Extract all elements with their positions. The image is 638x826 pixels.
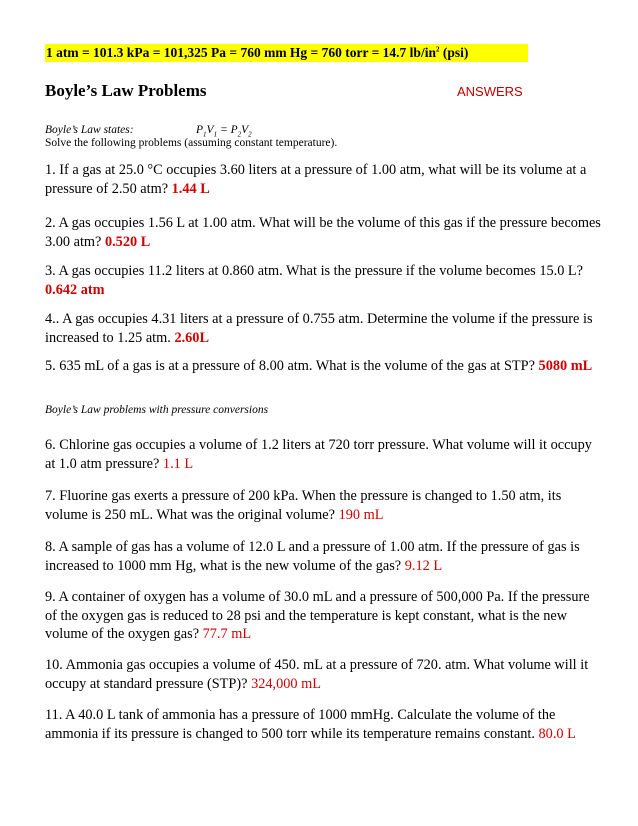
law-statement <box>45 124 252 139</box>
question-1 <box>45 161 605 198</box>
instructions: Solve the following problems (assuming constant temperature). <box>45 137 338 149</box>
question-text: 2. A gas occupies 1.56 L at 1.00 atm. What will be the volume of this gas if the pressure becomes 3.00 atm? <box>45 215 601 250</box>
eq-v1: V <box>206 124 214 136</box>
answer: 1.1 L <box>162 455 194 472</box>
question-text: 4.. A gas occupies 4.31 liters at a pressure of 0.755 atm. Determine the volume if the pressure is increased to 1.25 atm. <box>45 311 593 346</box>
eq-sub-2: 1 <box>213 130 218 139</box>
question-text: 3. A gas occupies 11.2 liters at 0.860 atm. What is the pressure if the volume becomes 15.0 L? <box>45 263 583 279</box>
answers-label: ANSWERS <box>457 84 523 99</box>
question-2 <box>45 214 605 251</box>
answer: 2.60L <box>174 329 209 346</box>
question-text: 5. 635 mL of a gas is at a pressure of 8.00 atm. What is the volume of the gas at STP? <box>45 358 539 374</box>
answer: 0.642 atm <box>45 281 105 298</box>
answer: 324,000 mL <box>251 675 321 692</box>
question-5 <box>45 357 605 376</box>
question-11 <box>45 706 605 743</box>
question-text: 11. A 40.0 L tank of ammonia has a pressure of 1000 mmHg. Calculate the volume of the ammonia if its pressure is changed to 500 torr while its temperature remains constant. <box>45 707 556 742</box>
eq-sub-3: 2 <box>237 130 242 139</box>
eq-sub-1: 1 <box>203 130 207 139</box>
question-text: 7. Fluorine gas exerts a pressure of 200 kPa. When the pressure is changed to 1.50 atm, its volume is 250 mL. What was the original volume? <box>45 488 562 523</box>
question-4 <box>45 310 605 347</box>
question-6 <box>45 436 605 473</box>
question-7 <box>45 487 605 524</box>
answer: 77.7 mL <box>202 626 252 643</box>
question-text: 1. If a gas at 25.0 °C occupies 3.60 liters at a pressure of 1.00 atm, what will be its volume at a pressure of 2.50 atm? <box>45 162 587 197</box>
eq-p1: P <box>196 124 204 136</box>
answer: 5080 mL <box>538 358 593 374</box>
answer: 190 mL <box>338 506 384 523</box>
question-3 <box>45 262 605 299</box>
question-8 <box>45 538 605 575</box>
question-10 <box>45 656 605 693</box>
answer: 1.44 L <box>171 180 210 197</box>
answer: 9.12 L <box>404 557 443 574</box>
eq-sub-4: 2 <box>248 130 252 139</box>
eq-p2: P <box>230 124 238 136</box>
conversion-unit: (psi) <box>439 45 469 60</box>
section-2-label: Boyle’s Law problems with pressure conversions <box>45 404 269 416</box>
question-text: 6. Chlorine gas occupies a volume of 1.2 liters at 720 torr pressure. What volume will it occupy at 1.0 atm pressure? <box>45 437 592 472</box>
unit-conversion-banner <box>45 44 528 62</box>
question-text: 10. Ammonia gas occupies a volume of 450. mL at a pressure of 720. atm. What volume will it occupy at standard pressure (STP)? <box>45 657 589 692</box>
question-text: 8. A sample of gas has a volume of 12.0 L and a pressure of 1.00 atm. If the pressure of gas is increased to 1000 mm Hg, what is the new volume of the gas? <box>45 539 580 574</box>
question-text: 9. A container of oxygen has a volume of 30.0 mL and a pressure of 500,000 Pa. If the pressure of the oxygen gas is reduced to 28 psi and the temperature is kept constant, what is the new volume of the oxygen gas? <box>45 589 590 643</box>
eq-v2: V <box>241 124 249 136</box>
answer: 0.520 L <box>104 233 151 250</box>
question-9 <box>45 588 605 644</box>
law-label: Boyle’s Law states: <box>45 124 134 136</box>
conversion-exponent: 2 <box>435 45 440 54</box>
answer: 80.0 L <box>538 725 576 742</box>
conversion-text: 1 atm = 101.3 kPa = 101,325 Pa = 760 mm Hg = 760 torr = 14.7 lb/in <box>46 45 436 60</box>
eq-equals: = <box>217 124 231 136</box>
page-title: Boyle’s Law Problems <box>45 81 207 100</box>
